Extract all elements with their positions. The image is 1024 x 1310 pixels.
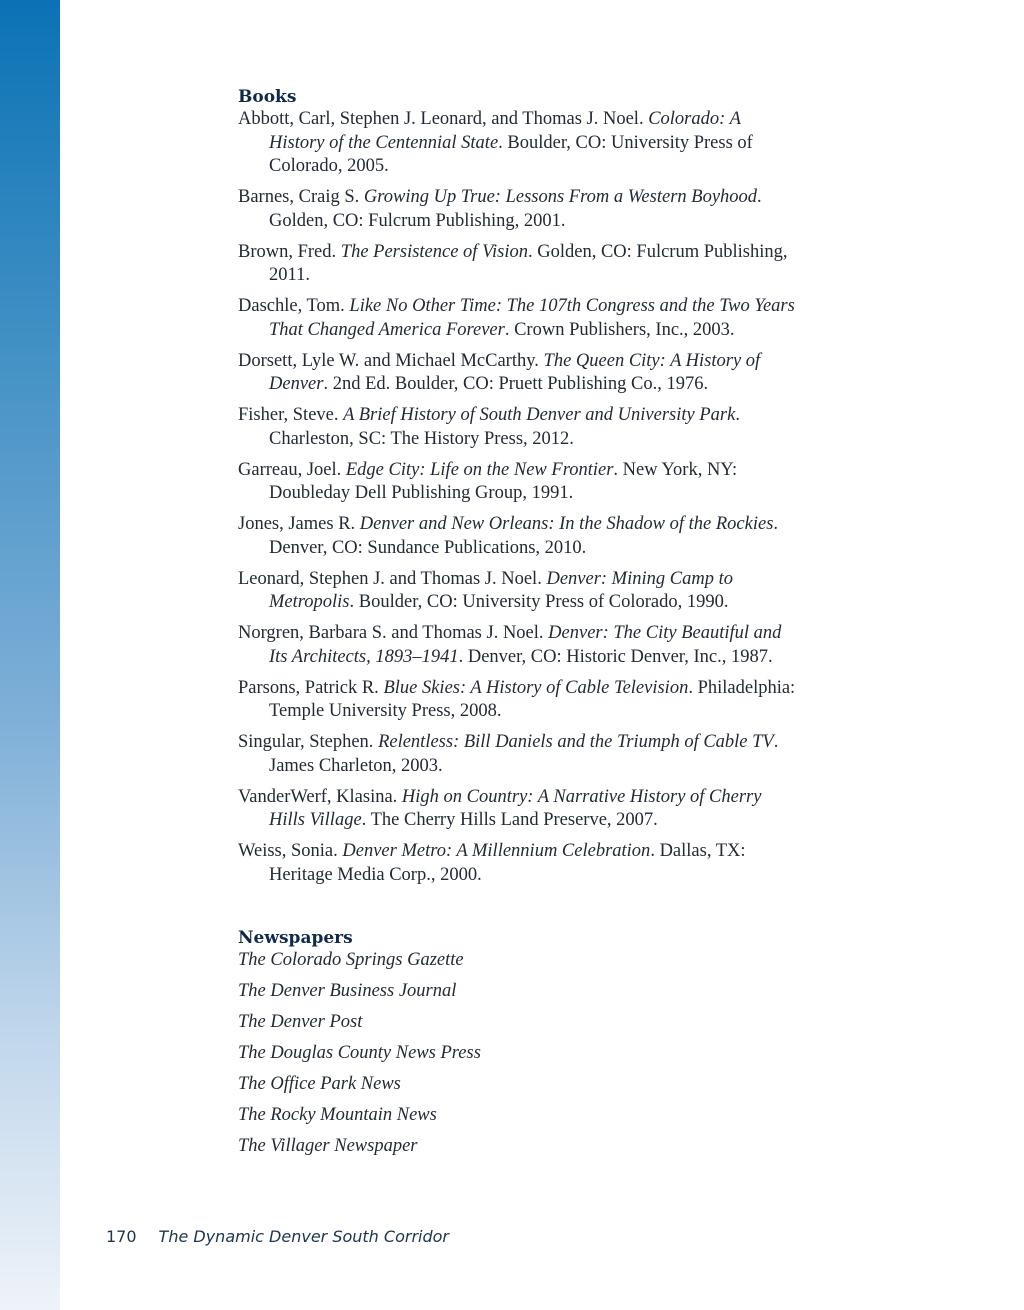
page-number: 170: [106, 1227, 137, 1246]
newspapers-section: [238, 927, 798, 1159]
book-title: The Queen City: A History of Denver: [269, 350, 761, 394]
book-author: Singular, Stephen.: [238, 732, 379, 752]
book-publication: . Philadelphia: Temple University Press, 2008.: [269, 677, 796, 721]
book-title: Growing Up True: Lessons From a Western Boyhood: [363, 187, 758, 207]
book-publication: . Golden, CO: Fulcrum Publishing, 2001.: [269, 187, 762, 231]
newspapers-heading: Newspapers: [238, 928, 353, 948]
book-entry: [238, 404, 798, 451]
book-entry: [238, 295, 798, 342]
book-title: Denver and New Orleans: In the Shadow of the Rockies: [359, 514, 774, 534]
book-entry: [238, 513, 798, 560]
book-publication: . James Charleton, 2003.: [269, 732, 779, 776]
book-title: The Persistence of Vision: [340, 241, 528, 262]
book-publication: . Denver, CO: Sundance Publications, 2010.: [269, 514, 779, 558]
book-entry: [238, 786, 798, 833]
book-publication: . Dallas, TX: Heritage Media Corp., 2000.: [269, 841, 746, 885]
newspaper-item: The Colorado Springs Gazette: [238, 950, 464, 970]
bibliography-content: [238, 86, 798, 1166]
book-author: Garreau, Joel.: [238, 459, 346, 480]
book-title: Like No Other Time: The 107th Congress and the Two Years That Changed America Forever: [269, 296, 795, 340]
book-author: Norgren, Barbara S. and Thomas J. Noel.: [238, 623, 549, 643]
newspaper-item: The Office Park News: [238, 1074, 401, 1094]
newspapers-list: [238, 949, 798, 1159]
book-entry: [238, 622, 798, 669]
book-entry: [238, 108, 798, 179]
book-publication: . Denver, CO: Historic Denver, Inc., 1987.: [458, 646, 773, 667]
books-section: [238, 86, 798, 887]
book-author: Jones, James R.: [238, 514, 360, 534]
book-author: Dorsett, Lyle W. and Michael McCarthy.: [238, 350, 544, 371]
book-publication: . Golden, CO: Fulcrum Publishing, 2011.: [269, 241, 788, 285]
book-entry: [238, 568, 798, 615]
book-publication: . Charleston, SC: The History Press, 2012.: [269, 405, 740, 449]
books-list: [238, 108, 798, 887]
book-title: Denver: Mining Camp to Metropolis: [269, 568, 733, 612]
book-entry: [238, 350, 798, 397]
newspaper-item: The Rocky Mountain News: [238, 1105, 437, 1125]
book-title: Relentless: Bill Daniels and the Triumph of Cable TV: [378, 732, 774, 752]
book-publication: . Crown Publishers, Inc., 2003.: [504, 319, 735, 340]
book-author: Barnes, Craig S.: [238, 187, 364, 207]
book-author: Brown, Fred.: [238, 241, 341, 262]
newspaper-item: The Villager Newspaper: [238, 1136, 418, 1156]
book-publication: . Boulder, CO: University Press of Colorado, 1990.: [349, 592, 729, 612]
book-title: Colorado: A History of the Centennial State: [269, 109, 741, 153]
book-title: Blue Skies: A History of Cable Television: [383, 677, 689, 698]
book-publication: . Boulder, CO: University Press of Colorado, 2005.: [269, 132, 753, 176]
book-publication: . The Cherry Hills Land Preserve, 2007.: [361, 810, 658, 830]
book-title: Denver: The City Beautiful and Its Architects, 1893–1941: [269, 623, 782, 667]
books-heading: Books: [238, 87, 297, 107]
book-entry: [238, 677, 798, 724]
book-title: Denver Metro: A Millennium Celebration: [342, 841, 651, 861]
page-footer: [106, 1227, 449, 1246]
newspaper-item: The Denver Post: [238, 1012, 363, 1032]
book-entry: [238, 731, 798, 778]
book-title: High on Country: A Narrative History of Cherry Hills Village: [269, 786, 762, 830]
book-author: Fisher, Steve.: [238, 405, 344, 425]
book-title: A Brief History of South Denver and University Park: [343, 405, 736, 425]
book-author: Abbott, Carl, Stephen J. Leonard, and Thomas J. Noel.: [238, 109, 649, 129]
book-entry: [238, 840, 798, 887]
book-entry: [238, 241, 798, 288]
newspaper-item: The Douglas County News Press: [238, 1043, 481, 1063]
newspaper-item: The Denver Business Journal: [238, 981, 457, 1001]
book-entry: [238, 186, 798, 233]
decorative-side-band: [0, 0, 60, 1310]
book-author: Daschle, Tom.: [238, 296, 350, 316]
book-author: Weiss, Sonia.: [238, 841, 343, 861]
book-title: Edge City: Life on the New Frontier: [345, 459, 614, 480]
book-author: Parsons, Patrick R.: [238, 677, 384, 698]
running-title: The Dynamic Denver South Corridor: [158, 1227, 449, 1246]
book-author: Leonard, Stephen J. and Thomas J. Noel.: [238, 568, 547, 589]
book-author: VanderWerf, Klasina.: [238, 786, 402, 807]
book-publication: . New York, NY: Doubleday Dell Publishing Group, 1991.: [269, 459, 738, 503]
book-entry: [238, 459, 798, 506]
book-publication: . 2nd Ed. Boulder, CO: Pruett Publishing Co., 1976.: [323, 374, 709, 394]
